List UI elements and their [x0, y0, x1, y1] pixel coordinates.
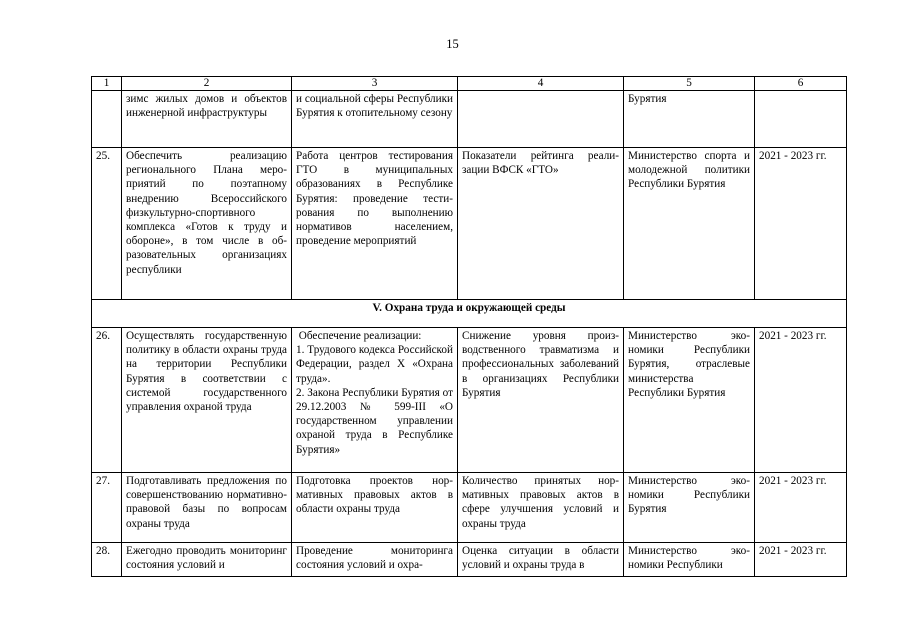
cell-action: Проведение мониторинга состояния условий и охра- — [292, 543, 458, 577]
cell-executor: Бурятия — [624, 91, 755, 148]
column-number-row — [92, 77, 847, 91]
column-header: 4 — [458, 77, 624, 91]
cell-indicator: Показатели рейтинга реализации ВФСК «ГТО» — [458, 148, 624, 300]
column-header: 5 — [624, 77, 755, 91]
page-number: 15 — [446, 37, 459, 51]
cell-measure: зимс жилых домов и объектов инженерной инфраструктуры — [122, 91, 292, 148]
cell-action — [292, 328, 458, 473]
cell-number: 26. — [92, 328, 122, 473]
cell-executor: Министерство экономики Республики — [624, 543, 755, 577]
cell-number: 28. — [92, 543, 122, 577]
cell-number: 25. — [92, 148, 122, 300]
cell-term: 2021 - 2023 гг. — [755, 543, 847, 577]
column-header: 6 — [755, 77, 847, 91]
cell-measure: Осуществлять государственную политику в области охраны труда на территории Республики Бурятия в соответствии с системой государственного управления охраной труда — [122, 328, 292, 473]
column-header: 1 — [92, 77, 122, 91]
cell-number: 27. — [92, 473, 122, 543]
cell-measure: Ежегодно проводить мониторинг состояния условий и — [122, 543, 292, 577]
cell-term — [755, 91, 847, 148]
section-title: V. Охрана труда и окружающей среды — [92, 300, 847, 328]
cell-indicator: Количество принятых нормативных правовых актов в сфере улучшения условий и охраны труда — [458, 473, 624, 543]
cell-action: и социальной сферы Республики Бурятия к отопительному сезону — [292, 91, 458, 148]
column-header: 3 — [292, 77, 458, 91]
table-row-continuation — [92, 91, 847, 148]
cell-term: 2021 - 2023 гг. — [755, 473, 847, 543]
cell-executor: Министерство экономики Республики Бурятия, отраслевые министерства Республики Бурятия — [624, 328, 755, 473]
cell-executor: Министерство спорта и молодежной политики Республики Бурятия — [624, 148, 755, 300]
cell-executor: Министерство экономики Республики Бурятия — [624, 473, 755, 543]
cell-measure: Обеспечить реализацию регионального Плана мероприятий по поэтапному внедрению Всероссийского физкультурно-спортивного комплекса «Готов к труду и обороне», в том числе в образовательных организациях республики — [122, 148, 292, 300]
cell-action: Работа центров тестирования ГТО в муниципальных образованиях в Республике Бурятия: проведение тестирования по выполнению нормативов населением, проведение мероприятий — [292, 148, 458, 300]
table-row-28 — [92, 543, 847, 577]
table-row-26 — [92, 328, 847, 473]
cell-indicator: Оценка ситуации в области условий и охраны труда в — [458, 543, 624, 577]
table-row-27 — [92, 473, 847, 543]
cell-term: 2021 - 2023 гг. — [755, 328, 847, 473]
action-line: 1. Трудового кодекса Российской Федерации, раздел X «Охрана труда». — [296, 344, 453, 385]
cell-action: Подготовка проектов нормативных правовых актов в области охраны труда — [292, 473, 458, 543]
cell-number — [92, 91, 122, 148]
cell-indicator — [458, 91, 624, 148]
action-line: 2. Закона Республики Бурятия от 29.12.2003 № 599-III «О государственном управлении охраной труда в Республике Бурятия» — [296, 386, 453, 456]
column-header: 2 — [122, 77, 292, 91]
action-line: Обеспечение реализации: — [296, 330, 422, 342]
cell-indicator: Снижение уровня производственного травматизма и профессиональных заболеваний в организациях Республики Бурятия — [458, 328, 624, 473]
plan-table — [91, 76, 847, 577]
section-row — [92, 300, 847, 328]
table-row-25 — [92, 148, 847, 300]
cell-measure: Подготавливать предложения по совершенствованию нормативно-правовой базы по вопросам охраны труда — [122, 473, 292, 543]
cell-term: 2021 - 2023 гг. — [755, 148, 847, 300]
